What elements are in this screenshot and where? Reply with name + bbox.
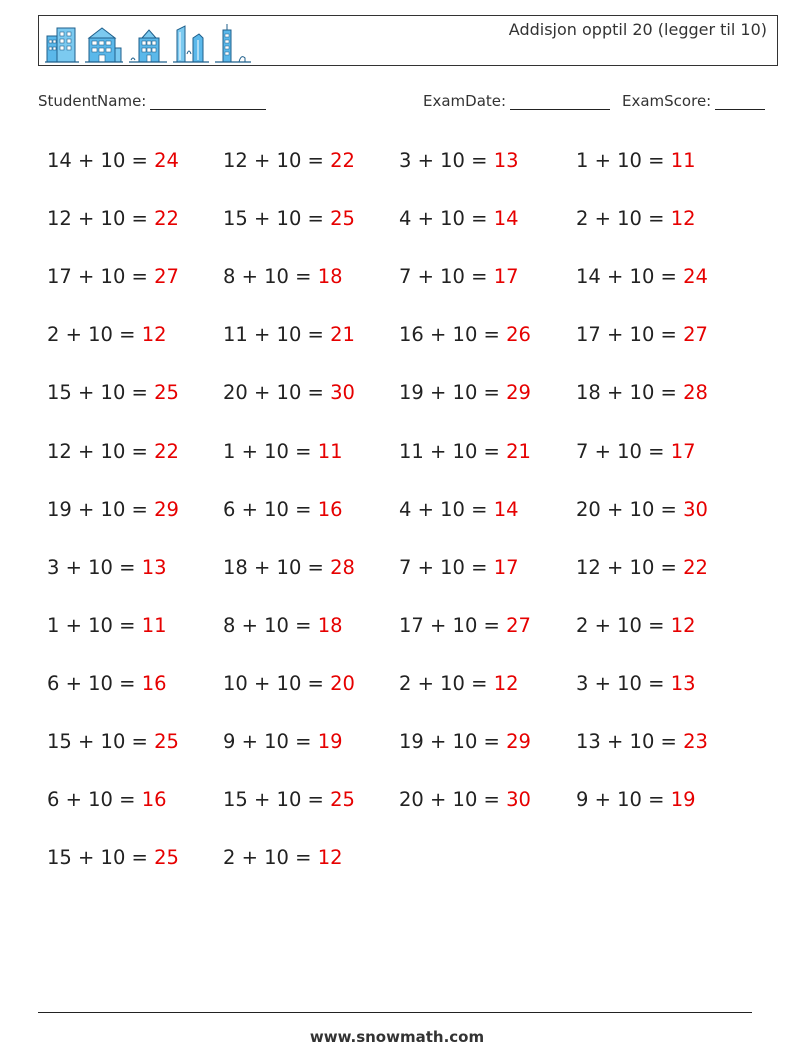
problem-answer: 14 [493, 207, 519, 231]
problem-item [47, 206, 179, 232]
problem-question: 6 + 10 = [223, 497, 312, 521]
problem-question: 2 + 10 = [576, 207, 665, 231]
problem-item [399, 613, 531, 639]
problem-answer: 18 [317, 265, 343, 289]
student-name-label: StudentName: [38, 92, 147, 110]
problem-answer: 13 [670, 671, 696, 695]
problem-answer: 16 [317, 497, 343, 521]
problem-answer: 27 [506, 613, 531, 637]
problem-question: 15 + 10 = [223, 207, 324, 231]
problem-answer: 27 [154, 265, 179, 289]
problem-item [47, 671, 167, 697]
problem-item [399, 148, 519, 174]
problem-question: 7 + 10 = [576, 439, 665, 463]
problem-answer: 19 [317, 730, 343, 753]
problem-question: 9 + 10 = [576, 788, 665, 812]
problem-question: 16 + 10 = [399, 323, 500, 347]
problem-question: 15 + 10 = [47, 730, 148, 753]
problem-answer: 21 [506, 439, 531, 463]
problem-question: 12 + 10 = [47, 207, 148, 231]
problem-item [576, 264, 708, 290]
problem-question: 6 + 10 = [47, 788, 136, 812]
problem-question: 17 + 10 = [47, 265, 148, 289]
problem-question: 11 + 10 = [223, 323, 324, 347]
problem-item [223, 497, 343, 523]
footer-website: www.snowmath.com [309, 1028, 485, 1046]
problem-answer: 24 [683, 265, 708, 289]
problem-item [223, 671, 355, 697]
problem-answer: 28 [330, 555, 355, 579]
problem-question: 17 + 10 = [576, 323, 677, 347]
problem-question: 8 + 10 = [223, 613, 312, 637]
problem-answer: 20 [330, 671, 355, 695]
exam-date-blank[interactable] [510, 94, 610, 110]
problem-answer: 11 [670, 149, 696, 172]
problem-answer: 17 [670, 439, 696, 463]
exam-score-blank[interactable] [715, 94, 765, 110]
problem-item [47, 729, 179, 755]
problem-answer: 17 [493, 265, 519, 289]
problem-answer: 30 [506, 788, 531, 812]
apartment-building-icon [85, 24, 123, 64]
problem-question: 14 + 10 = [47, 149, 148, 172]
problem-answer: 29 [506, 381, 531, 405]
problem-item [47, 439, 179, 465]
header-box [38, 15, 778, 66]
problem-item [223, 439, 343, 465]
problem-answer: 12 [493, 671, 519, 695]
problem-item [576, 729, 708, 755]
student-name-field[interactable] [38, 92, 266, 110]
problem-item [47, 845, 179, 871]
problem-item [399, 264, 519, 290]
problem-item [576, 787, 696, 813]
problem-question: 14 + 10 = [576, 265, 677, 289]
student-name-blank[interactable] [150, 94, 266, 110]
problem-question: 18 + 10 = [223, 555, 324, 579]
problem-question: 10 + 10 = [223, 671, 324, 695]
problem-answer: 28 [683, 381, 708, 405]
problem-question: 12 + 10 = [576, 555, 677, 579]
problem-question: 3 + 10 = [47, 555, 136, 579]
problem-item [399, 439, 531, 465]
problem-item [47, 497, 179, 523]
problem-item [47, 322, 167, 348]
problem-question: 12 + 10 = [223, 149, 324, 172]
problem-answer: 16 [141, 788, 167, 812]
problem-question: 4 + 10 = [399, 207, 488, 231]
problem-item [576, 206, 696, 232]
problem-answer: 25 [330, 788, 355, 812]
office-building-icon [45, 24, 79, 64]
problem-item [47, 380, 179, 406]
problem-question: 20 + 10 = [576, 497, 677, 521]
exam-date-field[interactable] [423, 92, 610, 110]
problem-question: 9 + 10 = [223, 730, 312, 753]
problem-item [576, 555, 708, 581]
problem-question: 18 + 10 = [576, 381, 677, 405]
problem-item [399, 497, 519, 523]
problem-item [47, 555, 167, 581]
problem-answer: 22 [330, 149, 355, 172]
problem-answer: 14 [493, 497, 519, 521]
problem-answer: 25 [330, 207, 355, 231]
problem-answer: 17 [493, 555, 519, 579]
problem-item [47, 264, 179, 290]
problem-question: 6 + 10 = [47, 671, 136, 695]
footer-divider [38, 1012, 752, 1013]
problem-answer: 13 [141, 555, 167, 579]
problem-answer: 19 [670, 788, 696, 812]
problem-answer: 22 [154, 439, 179, 463]
problem-question: 1 + 10 = [47, 613, 136, 637]
problem-question: 2 + 10 = [576, 613, 665, 637]
problem-question: 12 + 10 = [47, 439, 148, 463]
problem-answer: 23 [683, 730, 708, 753]
problem-question: 19 + 10 = [399, 730, 500, 753]
problem-answer: 25 [154, 730, 179, 753]
tower-icon [215, 24, 251, 64]
problem-item [223, 729, 343, 755]
problem-answer: 25 [154, 381, 179, 405]
problem-question: 19 + 10 = [47, 497, 148, 521]
problem-answer: 11 [317, 439, 343, 463]
problem-answer: 29 [506, 730, 531, 753]
problem-question: 15 + 10 = [223, 788, 324, 812]
problem-item [223, 845, 343, 871]
problem-question: 11 + 10 = [399, 439, 500, 463]
exam-score-field[interactable] [622, 92, 765, 110]
problem-answer: 12 [670, 613, 696, 637]
problem-question: 2 + 10 = [399, 671, 488, 695]
problem-item [223, 613, 343, 639]
problem-item [223, 322, 355, 348]
problem-item [399, 555, 519, 581]
problem-item [576, 380, 708, 406]
problem-item [576, 497, 708, 523]
problem-item [576, 671, 696, 697]
problem-item [576, 439, 696, 465]
problem-answer: 25 [154, 846, 179, 870]
problem-question: 19 + 10 = [399, 381, 500, 405]
problem-item [47, 148, 179, 174]
problem-question: 2 + 10 = [223, 846, 312, 870]
problem-answer: 22 [154, 207, 179, 231]
problem-question: 4 + 10 = [399, 497, 488, 521]
problem-answer: 16 [141, 671, 167, 695]
problem-item [576, 148, 696, 174]
problem-item [399, 729, 531, 755]
problem-question: 1 + 10 = [576, 149, 665, 172]
problem-item [223, 380, 355, 406]
problem-question: 15 + 10 = [47, 381, 148, 405]
problem-answer: 22 [683, 555, 708, 579]
problem-item [576, 322, 708, 348]
problem-item [399, 787, 531, 813]
problem-question: 2 + 10 = [47, 323, 136, 347]
icon-strip [45, 20, 251, 64]
problem-answer: 13 [493, 149, 519, 172]
info-row [38, 92, 772, 116]
problem-item [223, 787, 355, 813]
problem-item [47, 613, 167, 639]
problem-item [223, 264, 343, 290]
problem-answer: 11 [141, 613, 167, 637]
problem-answer: 24 [154, 149, 179, 172]
problem-question: 17 + 10 = [399, 613, 500, 637]
problem-answer: 30 [330, 381, 355, 405]
city-building-icon [129, 24, 167, 64]
exam-date-label: ExamDate: [423, 92, 507, 110]
problem-question: 7 + 10 = [399, 265, 488, 289]
problem-question: 3 + 10 = [399, 149, 488, 172]
problem-answer: 12 [670, 207, 696, 231]
problem-question: 15 + 10 = [47, 846, 148, 870]
problem-question: 7 + 10 = [399, 555, 488, 579]
problem-item [223, 555, 355, 581]
problem-item [576, 613, 696, 639]
problem-answer: 21 [330, 323, 355, 347]
problem-question: 13 + 10 = [576, 730, 677, 753]
problem-answer: 29 [154, 497, 179, 521]
problem-answer: 18 [317, 613, 343, 637]
problem-answer: 30 [683, 497, 708, 521]
exam-score-label: ExamScore: [622, 92, 712, 110]
problem-item [223, 148, 355, 174]
problem-answer: 26 [506, 323, 531, 347]
problem-question: 20 + 10 = [399, 788, 500, 812]
problem-answer: 12 [141, 323, 167, 347]
problem-item [223, 206, 355, 232]
problem-question: 20 + 10 = [223, 381, 324, 405]
problem-answer: 12 [317, 846, 343, 870]
problem-item [399, 380, 531, 406]
problem-item [399, 206, 519, 232]
problem-item [399, 322, 531, 348]
problem-question: 8 + 10 = [223, 265, 312, 289]
problem-item [399, 671, 519, 697]
problem-question: 1 + 10 = [223, 439, 312, 463]
problem-item [47, 787, 167, 813]
problem-question: 3 + 10 = [576, 671, 665, 695]
problem-answer: 27 [683, 323, 708, 347]
worksheet-title: Addisjon opptil 20 (legger til 10) [508, 20, 767, 39]
skyscrapers-icon [173, 24, 209, 64]
